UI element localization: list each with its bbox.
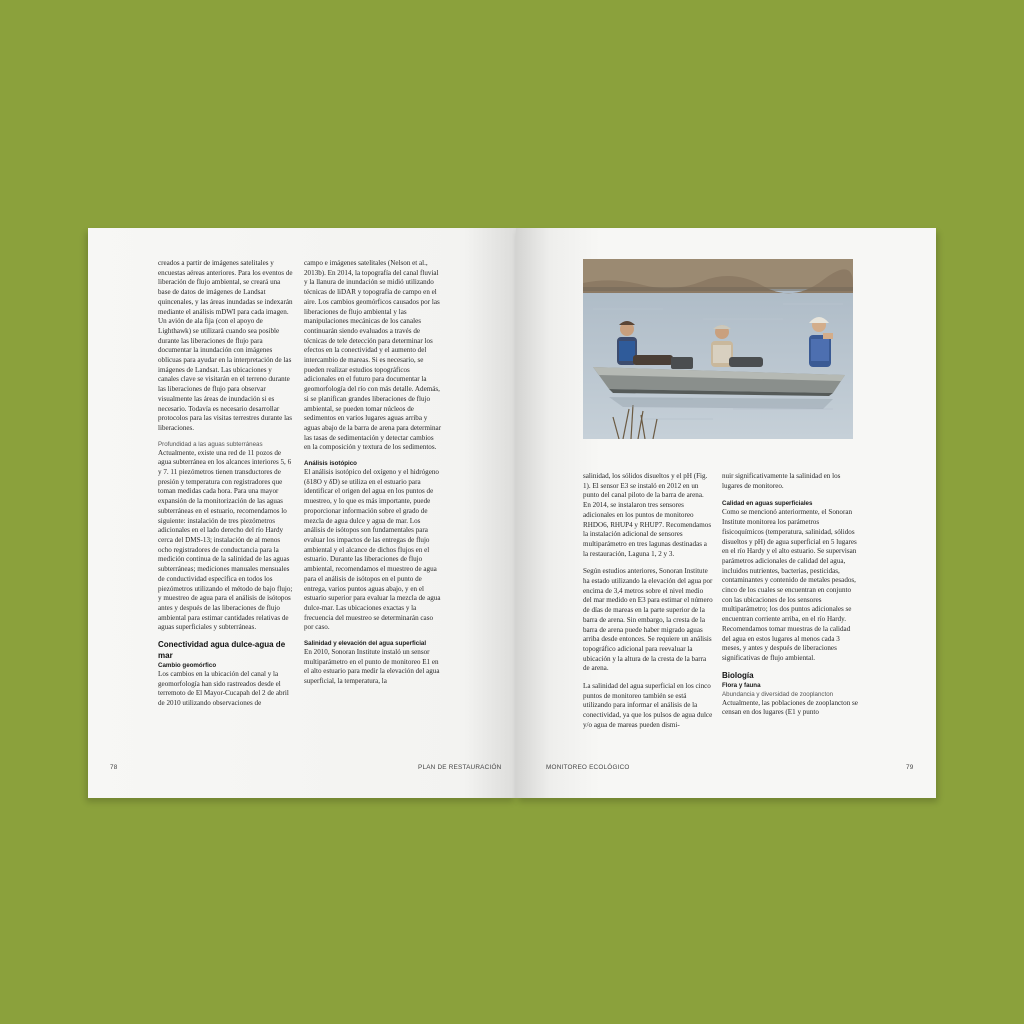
open-brochure [88, 228, 936, 798]
paragraph: En 2010, Sonoran Institute instaló un sensor multiparámetro en el punto de monitoreo E1 en el alto estuario para medir la elevación del agua superficial, la temperatura, la [304, 648, 440, 686]
paragraph: campo e imágenes satelitales (Nelson et al., 2013b). En 2014, la topografía del canal fluvial y la llanura de inundación se midió utilizando técnicas de liDAR y topografía de campo en el aire. Los cambios geomórficos causados por las liberaciones de flujo ambiental y las manipulaciones mecánicas de los canales continuarán siendo evaluados a través de técnicas de tele detección para determinar los efectos en la conectividad y el aumento del intercambio de mareas. Si es necesario, se pueden realizar estudios topográficos adicionales en el futuro para documentar la geomorfología del río con más detalle. Además, si se planifican grandes liberaciones de flujo ambiental, se pueden tomar núcleos de sedimentos en varios lugares aguas arriba y aguas abajo de la barra de arena para determinar las tasas de sedimentación y detectar cambios en la composición y textura de los sedimentos. [304, 259, 442, 452]
section-heading: Conectividad agua dulce-agua de mar [158, 640, 286, 661]
paragraph: nuir significativamente la salinidad en los lugares de monitoreo. [722, 472, 841, 490]
paragraph: Como se mencionó anteriormente, el Sonoran Institute monitorea los parámetros fisicoquímicos (temperatura, salinidad, sólidos disueltos y pH) de agua superficial en 5 lugares en el río Hardy y el alto estuario. Se supervisan parámetros adicionales de calidad del agua, incluidos nutrientes, bacterias, pesticidas, contaminantes y contenido de metales pesados, cinco de los cuales se encuentran en conjunto con las ubicaciones de los sensores multiparámetro; los dos puntos adicionales se encuentran corriente arriba, en el río Hardy. Recomendamos tomar muestras de la calidad del agua en estos lugares al menos cada 3 meses, y antes y después de liberaciones significativas de flujo ambiental. [722, 508, 857, 662]
section-heading: Biología [722, 670, 754, 680]
paragraph: Según estudios anteriores, Sonoran Institute ha estado utilizando la elevación del agua por encima de 3,4 metros sobre el nivel medio del mar medido en E3 para estimar el número de días de mareas en la parte superior de la barra de arena. Sin embargo, la cresta de la barra de arena puede haber migrado aguas arriba desde entonces. Se requiere un análisis topográfico adicional para reevaluar la ubicación y la altura de la cresta de la barra de arena. [583, 567, 713, 673]
paragraph: Actualmente, existe una red de 11 pozos de agua subterránea en los alcances interiores 5, 6 y 7. 11 piezómetros tienen transductores de presión y temperatura con registradores que toman medidas cada hora. Para una mayor expansión de la monitorización de las aguas subterráneas en el estuario, recomendamos lo siguiente: instalación de tres piezómetros adicionales en el lado derecho del río Hardy cerca del DMS-13; instalación de al menos ocho registradores de conductancia para la medición continua de la salinidad de las aguas subterráneas; mediciones manuales mensuales de conductividad específica en todos los piezómetros utilizando el método de bajo flujo; y muestreo de agua para el análisis de isótopos antes y después de las liberaciones de flujo ambiental para estimar cantidades relativas de aguas superficiales y subterráneas. [158, 448, 293, 632]
left-page-column-2 [304, 259, 442, 687]
right-page-column-2 [722, 472, 858, 718]
paragraph: creados a partir de imágenes satelitales y encuestas aéreas anteriores. Para los eventos de liberación de flujo ambiental, se creará una base de datos de imágenes de Landsat quincenales, y las áreas inundadas se indexarán mediante el análisis mDWI para cada imagen. Un avión de ala fija (con el apoyo de Lighthawk) se utilizará cuando sea posible durante las liberaciones de flujo para documentar la inundación con imágenes oblicuas para ayudar en la interpretación de las imágenes de Landsat. Las ubicaciones y canales clave se visitarán en el terreno durante las liberaciones de flujo para observar visualmente las áreas de inundación si es necesario. Todavía es necesario desarrollar protocolos para las visitas terrestres durante las liberaciones. [158, 259, 293, 432]
paragraph: Los cambios en la ubicación del canal y la geomorfología han sido rastreados desde el terremoto de El Mayor-Cucapah del 2 de abril de 2010 utilizando observaciones de [158, 670, 289, 708]
paragraph: El análisis isotópico del oxígeno y el hidrógeno (δ18O y δD) se utiliza en el estuario para identificar el origen del agua en los puntos de muestreo, y lo que es más importante, puede proporcionar información sobre el grado de mezcla de agua dulce y agua de mar. Los análisis de isótopos son fundamentales para evaluar los impactos de las entregas de flujo ambiental y el alcance de dichos flujos en el estuario. Durante las liberaciones de flujo ambiental, recomendamos el muestreo de agua para el análisis de isótopos en el punto de entrega, varios puntos aguas abajo, y en el estuario superior para evaluar la mezcla de agua dulce-mar. Las ubicaciones exactas y la frecuencia del muestreo se determinarán caso por caso. [304, 468, 441, 632]
running-head: MONITOREO ECOLÓGICO [546, 764, 630, 771]
page-number: 78 [110, 764, 118, 771]
running-head: PLAN DE RESTAURACIÓN [418, 764, 502, 771]
field-team-boat-photo [583, 259, 853, 439]
right-page [516, 228, 936, 798]
page-number: 79 [906, 764, 914, 771]
right-page-column-1 [583, 472, 713, 731]
subsection-heading: Salinidad y elevación del agua superficial [304, 640, 427, 648]
left-page [88, 228, 516, 798]
subsection-heading: Cambio geomórfico [158, 662, 217, 670]
paragraph: salinidad, los sólidos disueltos y el pH (Fig. 1). El sensor E3 se instaló en 2012 en un punto del canal piloto de la barra de arena. En 2014, se instalaron tres sensores adicionales en los puntos de monitoreo RHDO6, RHUP4 y RHUP7. Recomendamos la instalación adicional de sensores multiparámetro en tres lagunas destinadas a la restauración, Laguna 1, 2 y 3. [583, 472, 712, 558]
paragraph: Actualmente, las poblaciones de zooplancton se censan en dos lugares (E1 y punto [722, 698, 858, 717]
left-page-column-1 [158, 259, 294, 709]
subsection-heading: Análisis isotópico [304, 460, 357, 468]
subsection-heading: Abundancia y diversidad de zooplancton [722, 690, 834, 698]
subsection-heading: Calidad en aguas superficiales [722, 500, 813, 508]
subsection-heading: Profundidad a las aguas subterráneas [158, 440, 263, 448]
subsection-heading: Flora y fauna [722, 681, 761, 689]
paragraph: La salinidad del agua superficial en los cinco puntos de monitoreo también se está utilizando para informar el análisis de la conectividad, ya que los pulsos de agua dulce y/o agua de mareas pueden dismi- [583, 682, 713, 729]
